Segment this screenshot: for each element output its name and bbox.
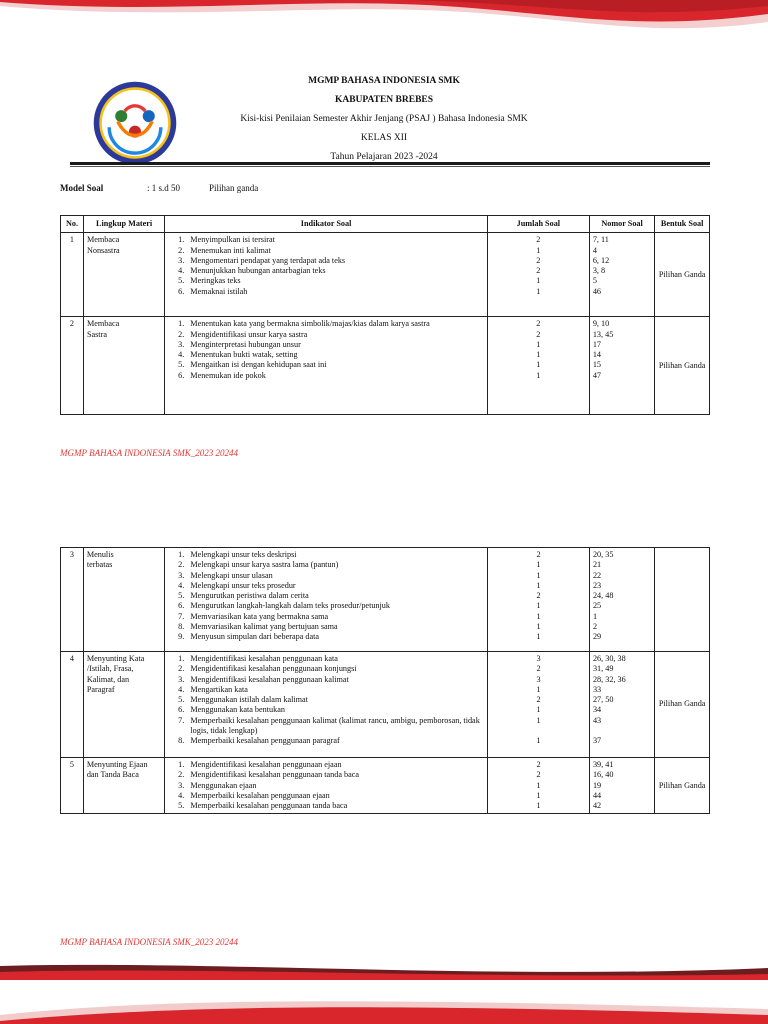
jumlah-value: 1 (536, 370, 541, 380)
nomor-value: 24, 48 (592, 591, 614, 601)
indikator-item: 6. Mengurutkan langkah-langkah dalam teks prosedur/petunjuk (186, 601, 484, 611)
indikator-list (168, 654, 484, 747)
nomor-soal-cell (589, 548, 654, 652)
jumlah-value: 1 (536, 622, 541, 632)
indikator-cell (165, 652, 488, 758)
materi-line: Kalimat, dan (86, 674, 130, 684)
indikator-item: 8. Memvariasikan kalimat yang bertujuan sama (186, 622, 484, 632)
indikator-item: 7. Memvariasikan kata yang bermakna sama (186, 612, 484, 622)
jumlah-value: 2 (536, 329, 541, 339)
col-header-no: No. (61, 216, 84, 233)
indikator-list (168, 760, 484, 811)
kisi-kisi-table-part1 (60, 215, 710, 415)
indikator-item: 5. Meringkas teks (186, 276, 484, 286)
table-row (61, 548, 710, 652)
top-wave-decoration (0, 0, 768, 40)
indikator-item: 4. Menunjukkan hubungan antarbagian teks (186, 266, 484, 276)
nomor-value: 1 (592, 611, 598, 621)
divider-wave-decoration (0, 960, 768, 980)
indikator-item: 4. Mengartikan kata (186, 685, 484, 695)
indikator-item: 6. Menggunakan kata bentukan (186, 705, 484, 715)
jumlah-value: 1 (536, 601, 541, 611)
nomor-value: 43 (592, 715, 602, 725)
jumlah-soal-cell (488, 758, 590, 814)
indikator-list (168, 235, 484, 297)
document-subtitle: Kisi-kisi Penilaian Semester Akhir Jenjang (PSAJ ) Bahasa Indonesia SMK (240, 114, 528, 124)
col-header-bentuk: Bentuk Soal (655, 216, 710, 233)
nomor-value: 46 (592, 286, 601, 296)
row-number: 5 (61, 758, 84, 814)
jumlah-soal-cell (488, 548, 590, 652)
class-label: KELAS XII (360, 133, 408, 143)
indikator-cell (165, 233, 488, 317)
nomor-value: 33 (592, 684, 602, 694)
row-number: 1 (61, 233, 84, 317)
bentuk-soal-cell: Pilihan Ganda (655, 317, 710, 415)
nomor-soal-cell (589, 652, 654, 758)
nomor-value: 37 (592, 736, 602, 746)
indikator-item: 6. Menemukan ide pokok (186, 371, 484, 381)
nomor-value: 23 (592, 580, 602, 590)
jumlah-value: 2 (536, 770, 541, 780)
col-header-nomor: Nomor Soal (589, 216, 654, 233)
materi-line: Menyunting Ejaan (86, 760, 148, 769)
nomor-value: 15 (592, 360, 601, 370)
jumlah-value: 1 (536, 736, 541, 746)
nomor-value: 16, 40 (592, 770, 614, 780)
nomor-value: 29 (592, 632, 602, 642)
lingkup-materi-cell (83, 317, 164, 415)
model-range: : 1 s.d 50 (147, 183, 181, 193)
nomor-value: 13, 45 (592, 329, 614, 339)
jumlah-value: 1 (536, 790, 541, 800)
nomor-value: 27, 50 (592, 695, 614, 705)
lingkup-materi-cell (83, 652, 165, 758)
nomor-soal-cell (589, 758, 654, 814)
indikator-item: 3. Menginterpretasi hubungan unsur (186, 340, 484, 350)
nomor-value: 28, 32, 36 (592, 674, 626, 684)
materi-line: Nonsastra (86, 245, 120, 255)
col-header-jumlah: Jumlah Soal (487, 216, 589, 233)
document-header (0, 72, 768, 167)
materi-line: Membaca (86, 235, 120, 245)
indikator-item: 1. Menentukan kata yang bermakna simbolik/majas/kias dalam karya sastra (186, 319, 484, 329)
jumlah-value: 1 (536, 715, 541, 725)
kisi-kisi-table-part2 (60, 547, 710, 814)
region-title: KABUPATEN BREBES (334, 95, 434, 105)
nomor-value: 20, 35 (592, 550, 614, 559)
school-year: Tahun Pelajaran 2023 -2024 (330, 152, 438, 162)
indikator-item: 3. Menggunakan ejaan (186, 781, 484, 791)
jumlah-value: 1 (536, 350, 541, 360)
jumlah-value: 2 (536, 255, 541, 265)
jumlah-value: 2 (536, 591, 541, 601)
indikator-cell (165, 758, 488, 814)
jumlah-value: 3 (536, 654, 541, 663)
indikator-list (168, 550, 484, 643)
indikator-item: 3. Mengomentari pendapat yang terdapat ada teks (186, 256, 484, 266)
indikator-item: 1. Melengkapi unsur teks deskripsi (186, 550, 484, 560)
jumlah-value: 1 (536, 801, 541, 811)
nomor-value: 5 (592, 276, 597, 286)
materi-line: terbatas (86, 560, 113, 570)
nomor-value: 4 (592, 245, 597, 255)
indikator-item: 3. Mengidentifikasi kesalahan penggunaan kalimat (186, 675, 484, 685)
nomor-value: 25 (592, 601, 602, 611)
jumlah-value: 1 (536, 245, 541, 255)
page-footer: MGMP BAHASA INDONESIA SMK_2023 20244 (60, 448, 238, 458)
jumlah-value: 3 (536, 674, 541, 684)
jumlah-value: 1 (536, 560, 541, 570)
indikator-list (168, 319, 484, 381)
jumlah-value: 1 (536, 286, 541, 296)
nomor-value: 6, 12 (592, 255, 610, 265)
nomor-value: 42 (592, 801, 602, 811)
nomor-value: 17 (592, 339, 601, 349)
page-footer: MGMP BAHASA INDONESIA SMK_2023 20244 (60, 937, 238, 947)
nomor-value: 26, 30, 38 (592, 654, 626, 663)
materi-line: dan Tanda Baca (86, 770, 139, 780)
nomor-value: 3, 8 (592, 266, 606, 276)
indikator-item: 2. Mengidentifikasi unsur karya sastra (186, 330, 484, 340)
indikator-item: 5. Menggunakan istilah dalam kalimat (186, 695, 484, 705)
bentuk-soal-cell (655, 548, 710, 652)
indikator-item: 5. Memperbaiki kesalahan penggunaan tanda baca (186, 801, 484, 811)
row-number: 4 (61, 652, 84, 758)
indikator-item: 4. Menentukan bukti watak, setting (186, 350, 484, 360)
indikator-cell (165, 317, 488, 415)
materi-line: Menyunting Kata (86, 654, 145, 663)
nomor-value: 14 (592, 350, 601, 360)
indikator-item: 4. Memperbaiki kesalahan penggunaan ejaan (186, 791, 484, 801)
row-number: 2 (61, 317, 84, 415)
indikator-item: 5. Mengaitkan isi dengan kehidupan saat ini (186, 360, 484, 370)
indikator-item: 1. Menyimpulkan isi tersirat (186, 235, 484, 245)
indikator-item: 3. Melengkapi unsur ulasan (186, 571, 484, 581)
jumlah-value: 1 (536, 360, 541, 370)
jumlah-value: 1 (536, 780, 541, 790)
row-number: 3 (61, 548, 84, 652)
jumlah-value: 2 (536, 550, 541, 559)
nomor-value: 22 (592, 570, 602, 580)
jumlah-value: 1 (536, 570, 541, 580)
indikator-item: 1. Mengidentifikasi kesalahan penggunaan ejaan (186, 760, 484, 770)
jumlah-value: 2 (536, 319, 541, 329)
org-title: MGMP BAHASA INDONESIA SMK (308, 76, 460, 86)
table-row (61, 233, 710, 317)
col-header-materi: Lingkup Materi (83, 216, 164, 233)
nomor-value: 21 (592, 560, 602, 570)
jumlah-soal-cell (488, 652, 590, 758)
jumlah-value: 2 (536, 664, 541, 674)
nomor-soal-cell (589, 317, 654, 415)
materi-line: Paragraf (86, 684, 115, 694)
lingkup-materi-cell (83, 233, 164, 317)
bentuk-soal-cell: Pilihan Ganda (655, 233, 710, 317)
header-divider (70, 162, 710, 167)
jumlah-value: 2 (536, 266, 541, 276)
indikator-item: 2. Mengidentifikasi kesalahan penggunaan konjungsi (186, 664, 484, 674)
lingkup-materi-cell (83, 548, 165, 652)
jumlah-value: 2 (536, 695, 541, 705)
nomor-value: 7, 11 (592, 235, 609, 245)
nomor-value: 39, 41 (592, 760, 614, 769)
jumlah-value: 2 (536, 235, 541, 245)
table-row (61, 317, 710, 415)
jumlah-value: 1 (536, 611, 541, 621)
nomor-value: 34 (592, 705, 602, 715)
materi-line: /Istilah, Frasa, (86, 664, 134, 674)
bentuk-soal-cell: Pilihan Ganda (655, 652, 710, 758)
model-label: Model Soal (60, 183, 104, 193)
jumlah-soal-cell (487, 233, 589, 317)
indikator-item: 5. Mengurutkan peristiwa dalam cerita (186, 591, 484, 601)
materi-line: Membaca (86, 319, 120, 329)
table-row (61, 652, 710, 758)
nomor-value: 9, 10 (592, 319, 610, 329)
jumlah-value: 1 (536, 632, 541, 642)
jumlah-value: 1 (536, 339, 541, 349)
bottom-wave-decoration (0, 995, 768, 1024)
materi-line: Sastra (86, 329, 107, 339)
nomor-value: 47 (592, 370, 601, 380)
table-row (61, 758, 710, 814)
jumlah-value: 1 (536, 276, 541, 286)
jumlah-value: 1 (536, 684, 541, 694)
jumlah-soal-cell (487, 317, 589, 415)
lingkup-materi-cell (83, 758, 165, 814)
indikator-item: 6. Memaknai istilah (186, 287, 484, 297)
jumlah-value (491, 726, 586, 736)
bentuk-soal-cell: Pilihan Ganda (655, 758, 710, 814)
jumlah-value: 2 (536, 760, 541, 769)
col-header-indikator: Indikator Soal (165, 216, 488, 233)
nomor-value: 31, 49 (592, 664, 614, 674)
materi-line: Menulis (86, 550, 114, 559)
indikator-item: 2. Melengkapi unsur karya sastra lama (pantun) (186, 560, 484, 570)
nomor-value: 44 (592, 790, 602, 800)
jumlah-value: 1 (536, 580, 541, 590)
indikator-item: 4. Melengkapi unsur teks prosedur (186, 581, 484, 591)
indikator-item: 2. Menemukan inti kalimat (186, 246, 484, 256)
nomor-value: 19 (592, 780, 602, 790)
nomor-value (593, 726, 651, 736)
indikator-item: 2. Mengidentifikasi kesalahan penggunaan tanda baca (186, 770, 484, 780)
indikator-item: 1. Mengidentifikasi kesalahan penggunaan kata (186, 654, 484, 664)
model-type: Pilihan ganda (209, 183, 259, 193)
indikator-cell (165, 548, 488, 652)
jumlah-value: 1 (536, 705, 541, 715)
indikator-item: 9. Menyusun simpulan dari beberapa data (186, 632, 484, 642)
table-header-row (61, 216, 710, 233)
indikator-item: 8. Memperbaiki kesalahan penggunaan paragraf (186, 736, 484, 746)
nomor-soal-cell (589, 233, 654, 317)
nomor-value: 2 (592, 622, 598, 632)
indikator-item: 7. Memperbaiki kesalahan penggunaan kalimat (kalimat rancu, ambigu, pemborosan, tidak logis, tidak lengkap) (186, 716, 484, 737)
